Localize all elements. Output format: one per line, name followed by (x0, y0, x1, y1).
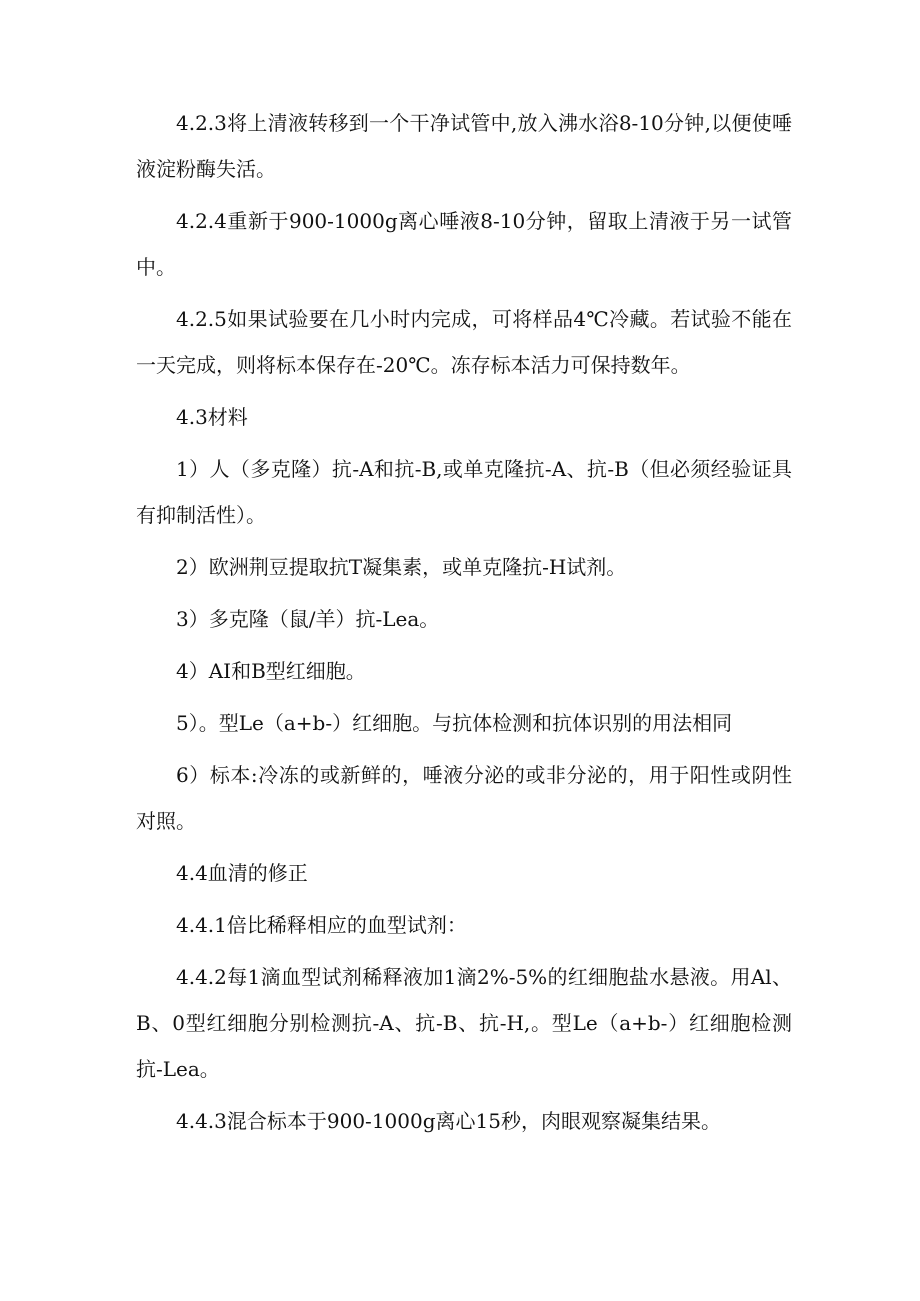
paragraph-4-2-5: 4.2.5如果试验要在几小时内完成，可将样品4℃冷藏。若试验不能在一天完成，则将标本保存在-20℃。冻存标本活力可保持数年。 (136, 307, 792, 377)
material-item-3: 3）多克隆（鼠/羊）抗-Lea。 (176, 607, 440, 631)
paragraph-4-2-4: 4.2.4重新于900-1000g离心唾液8-10分钟，留取上清液于另一试管中。 (136, 209, 792, 279)
material-item-1: 1）人（多克隆）抗-A和抗-B,或单克隆抗-A、抗-B（但必须经验证具有抑制活性）。 (136, 457, 792, 527)
paragraph-4-4-2: 4.4.2每1滴血型试剂稀释液加1滴2%-5%的红细胞盐水悬液。用Al、B、0型红细胞分别检测抗-A、抗-B、抗-H,。型Le（a+b-）红细胞检测抗-Lea。 (136, 965, 792, 1081)
section-heading-4-4: 4.4血清的修正 (176, 861, 308, 885)
paragraph-4-4-3: 4.4.3混合标本于900-1000g离心15秒，肉眼观察凝集结果。 (176, 1109, 721, 1133)
material-item-5: 5）。型Le（a+b-）红细胞。与抗体检测和抗体识别的用法相同 (176, 711, 733, 735)
paragraph-4-4-1: 4.4.1倍比稀释相应的血型试剂： (176, 913, 467, 937)
material-item-4: 4）AI和B型红细胞。 (176, 659, 366, 683)
material-item-2: 2）欧洲荆豆提取抗T凝集素，或单克隆抗-H试剂。 (176, 555, 627, 579)
material-item-6: 6）标本:冷冻的或新鲜的，唾液分泌的或非分泌的，用于阳性或阴性对照。 (136, 763, 792, 833)
paragraph-4-2-3: 4.2.3将上清液转移到一个干净试管中,放入沸水浴8-10分钟,以便使唾液淀粉酶失活。 (136, 111, 792, 181)
section-heading-4-3: 4.3材料 (176, 405, 248, 429)
